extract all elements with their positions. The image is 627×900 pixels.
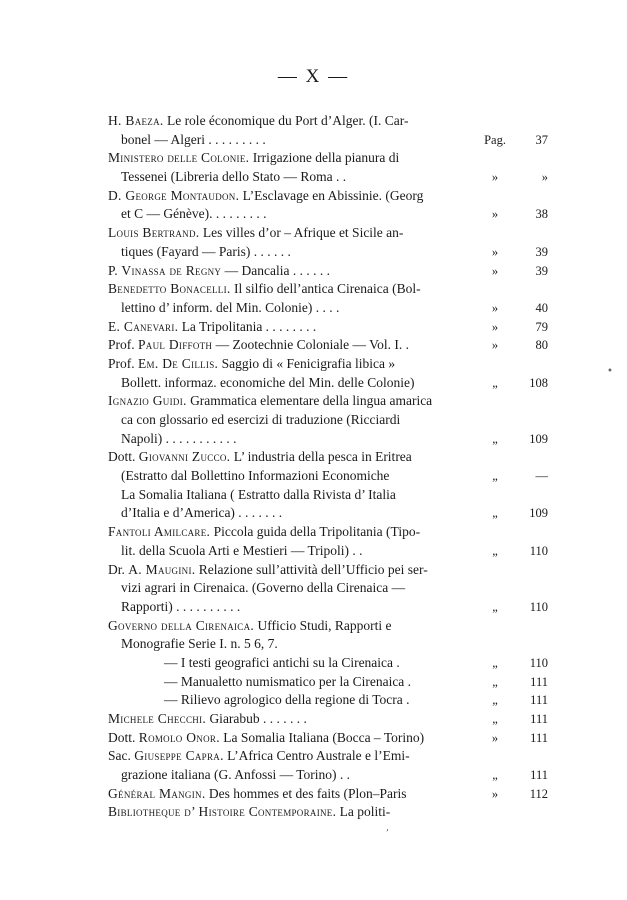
page-number: 37 (535, 132, 548, 147)
page-number: 39 (535, 263, 548, 278)
page-mark: » (491, 319, 499, 334)
entry-text: L’Esclavage en Abissinie. (Georg (239, 187, 424, 203)
entry-text: tiques (Fayard — Paris) . . . . . . (121, 243, 291, 259)
entry-text: Giarabub . . . . . . . (206, 711, 307, 726)
entry-line (108, 561, 548, 580)
index-entry (108, 710, 548, 729)
page-number: 38 (535, 207, 548, 222)
index-entry (108, 112, 548, 149)
page-number: 80 (535, 338, 548, 353)
entry-line (108, 803, 548, 822)
entry-line (108, 149, 548, 168)
page-number: 108 (529, 375, 548, 390)
page-number: 110 (529, 599, 548, 614)
entry-author: H. Baeza. (108, 113, 164, 128)
entry-author: A. Maugini. (128, 561, 196, 577)
entry-text: — Rilievo agrologico della regione di Tocra . (164, 692, 410, 708)
index-entry (108, 523, 548, 560)
entry-author: Em. De Cillis. (138, 355, 219, 371)
index-entry (108, 747, 548, 784)
entry-text: Bollett. informaz. economiche del Min. delle Colonie) (121, 374, 415, 390)
entry-author: Bibliotheque d’ Histoire Contemporaine. (108, 804, 337, 820)
entry-line (108, 336, 548, 355)
entry-text: lettino d’ inform. del Min. Colonie) . . . . (121, 299, 340, 315)
entry-text: grazione italiana (G. Anfossi — Torino) . . (121, 767, 351, 783)
entry-line (108, 542, 548, 561)
page-number: 109 (529, 506, 548, 521)
page-mark: „ (492, 599, 498, 614)
entry-line (108, 747, 548, 766)
page-number: — (535, 469, 548, 484)
entry-author: Ignazio Guidi. (108, 393, 187, 409)
entry-title-prefix: Dott. (108, 729, 139, 745)
entry-line (108, 243, 548, 262)
entry-text: Grammatica elementare della lingua amarica (186, 393, 433, 409)
entry-text: lit. della Scuola Arti e Mestieri — Tripoli) . . (121, 542, 363, 558)
index-entry (108, 149, 548, 186)
page-mark: » (491, 300, 499, 315)
page-mark: » (491, 263, 499, 278)
page-mark: „ (492, 655, 498, 670)
entry-text: La Tripolitania . . . . . . . . (178, 318, 317, 334)
entry-line (108, 504, 548, 523)
entry-line (108, 654, 548, 673)
entry-line (108, 635, 548, 654)
entry-text: Il silfio dell’antica Cirenaica (Bol- (230, 281, 421, 297)
page-mark: » (491, 244, 499, 259)
entry-text: Piccola guida della Tripolitania (Tipo- (210, 524, 421, 540)
entry-text: Relazione sull’attività dell’Ufficio pei ser- (195, 561, 428, 577)
entry-line (108, 318, 548, 337)
entry-text: La Somalia Italiana ( Estratto dalla Rivista d’ Italia (121, 486, 396, 502)
entry-line (108, 710, 548, 729)
entry-title-prefix: Sac. (108, 748, 135, 764)
index-entry (108, 803, 548, 822)
entry-author: Fantoli Amilcare. (108, 524, 211, 540)
page-number: 111 (530, 768, 548, 783)
entry-line (108, 224, 548, 243)
page-mark: „ (492, 375, 498, 390)
entry-line (108, 280, 548, 299)
entry-author: Governo della Cirenaica. (108, 617, 255, 633)
entry-line (108, 262, 548, 281)
entry-line (108, 766, 548, 785)
entry-text: — Zootechnie Coloniale — Vol. I. . (212, 337, 409, 353)
page-mark: Pag. (484, 132, 506, 147)
entry-text: — I testi geografici antichi su la Cirenaica . (164, 654, 400, 670)
index-entry (108, 318, 548, 337)
index-entry (108, 355, 548, 392)
page-mark: „ (492, 469, 498, 484)
page-mark: „ (492, 712, 498, 726)
entry-line (108, 486, 548, 505)
page-mark: „ (492, 543, 498, 558)
entry-line (108, 205, 548, 224)
index-entry (108, 262, 548, 281)
page-mark: » (491, 207, 499, 222)
entry-text: — Manualetto numismatico per la Cirenaica . (164, 673, 412, 689)
entry-line (108, 187, 548, 206)
entry-text: La Somalia Italiana (Bocca – Torino) (219, 729, 425, 745)
entry-text: Les villes d’or – Afrique et Sicile an- (199, 225, 404, 241)
entry-line (108, 392, 548, 411)
page-number: 110 (529, 543, 548, 558)
entry-line (108, 579, 548, 598)
entry-text: (Estratto dal Bollettino Informazioni Economiche (121, 468, 390, 484)
entry-line (108, 691, 548, 710)
entry-line (108, 374, 548, 393)
entry-line (108, 448, 548, 467)
index-entry (108, 729, 548, 748)
page-mark: „ (492, 768, 498, 783)
page-mark: » (491, 730, 499, 745)
entry-line (108, 673, 548, 692)
entry-text: Irrigazione della pianura di (249, 150, 400, 166)
entry-line (108, 411, 548, 430)
entry-title-prefix: Dott. (108, 449, 139, 465)
entry-text: et C — Génève). . . . . . . . . (121, 206, 267, 222)
entry-text: L’ industria della pesca in Eritrea (230, 449, 412, 465)
entry-text: bonel — Algeri . . . . . . . . . (121, 131, 266, 147)
entry-line (108, 785, 548, 804)
entry-line (108, 430, 548, 449)
page-number: » (541, 170, 548, 185)
page-mark: „ (492, 431, 498, 446)
page-mark: „ (492, 693, 498, 708)
entry-text: Saggio di « Fenicigrafia libica » (218, 355, 396, 371)
entry-text: La politi- (336, 804, 391, 820)
entry-line (108, 112, 548, 131)
entry-text: Ufficio Studi, Rapporti e (254, 617, 392, 633)
entry-author: E. Canevari. (108, 318, 179, 334)
entry-line (108, 355, 548, 374)
entry-text: — Dancalia . . . . . . (221, 262, 330, 278)
entry-text: Monografie Serie I. n. 5 6, 7. (121, 636, 278, 652)
entry-author: Ministero delle Colonie. (108, 150, 250, 166)
entry-author: Benedetto Bonacelli. (108, 281, 231, 297)
entry-line (108, 467, 548, 486)
entry-author: Romolo Onor. (138, 729, 220, 745)
entry-text: Des hommes et des faits (Plon–Paris (205, 785, 407, 801)
index-entry (108, 392, 548, 448)
entry-author: P. Vinassa de Regny (108, 262, 222, 278)
page-mark: » (491, 786, 499, 801)
index-entry (108, 561, 548, 617)
entry-title-prefix: Prof. (108, 337, 138, 353)
page-number: 111 (530, 730, 548, 745)
entry-text: L’Africa Centro Australe e l’Emi- (223, 748, 410, 764)
page-number: 111 (530, 693, 548, 708)
index-entries (108, 112, 548, 822)
entry-author: Giuseppe Capra. (134, 748, 224, 764)
entry-text: Tessenei (Libreria dello Stato — Roma . . (121, 169, 347, 185)
index-entry (108, 224, 548, 261)
page-mark: » (491, 338, 499, 353)
entry-text: ca con glossario ed esercizi di traduzione (Ricciardi (121, 412, 401, 427)
entry-text: Rapporti) . . . . . . . . . . (121, 598, 241, 614)
page-number: 109 (529, 431, 548, 446)
entry-author: Michele Checchi. (108, 711, 207, 726)
entry-author: Paul Diffoth (138, 337, 213, 353)
page-mark: „ (492, 674, 498, 689)
page-mark: » (491, 170, 499, 185)
entry-text: Le role économique du Port d’Alger. (I. Car- (163, 113, 409, 128)
index-entry (108, 280, 548, 317)
page-number: 111 (530, 712, 548, 726)
index-entry (108, 785, 548, 804)
entry-author: Giovanni Zucco. (138, 449, 231, 465)
entry-line (108, 523, 548, 542)
entry-line (108, 729, 548, 748)
index-entry (108, 448, 548, 523)
entry-text: Napoli) . . . . . . . . . . . (121, 430, 237, 446)
index-entry (108, 187, 548, 224)
entry-line (108, 131, 548, 150)
entry-author: Louis Bertrand. (108, 225, 200, 241)
entry-line (108, 299, 548, 318)
entry-author: Général Mangin. (108, 785, 206, 801)
page-heading: — X — (277, 66, 350, 87)
page-mark: „ (492, 506, 498, 521)
page-number: 110 (529, 655, 548, 670)
page-number: 111 (530, 674, 548, 689)
entry-text: d’Italia e d’America) . . . . . . . (121, 505, 283, 521)
entry-title-prefix: Prof. (108, 355, 138, 371)
page-number: 40 (535, 300, 548, 315)
index-entry (108, 336, 548, 355)
index-entry (108, 617, 548, 710)
page-number: 112 (529, 786, 548, 801)
entry-line (108, 617, 548, 636)
page-number: 39 (535, 244, 548, 259)
stray-mark: , (386, 822, 390, 833)
entry-title-prefix: Dr. (108, 561, 129, 577)
entry-line (108, 168, 548, 187)
entry-author: D. George Montaudon. (108, 187, 240, 203)
entry-text: vizi agrari in Cirenaica. (Governo della Cirenaica — (121, 580, 406, 596)
page-number: 79 (535, 319, 548, 334)
stray-mark: • (607, 366, 613, 377)
entry-line (108, 598, 548, 617)
